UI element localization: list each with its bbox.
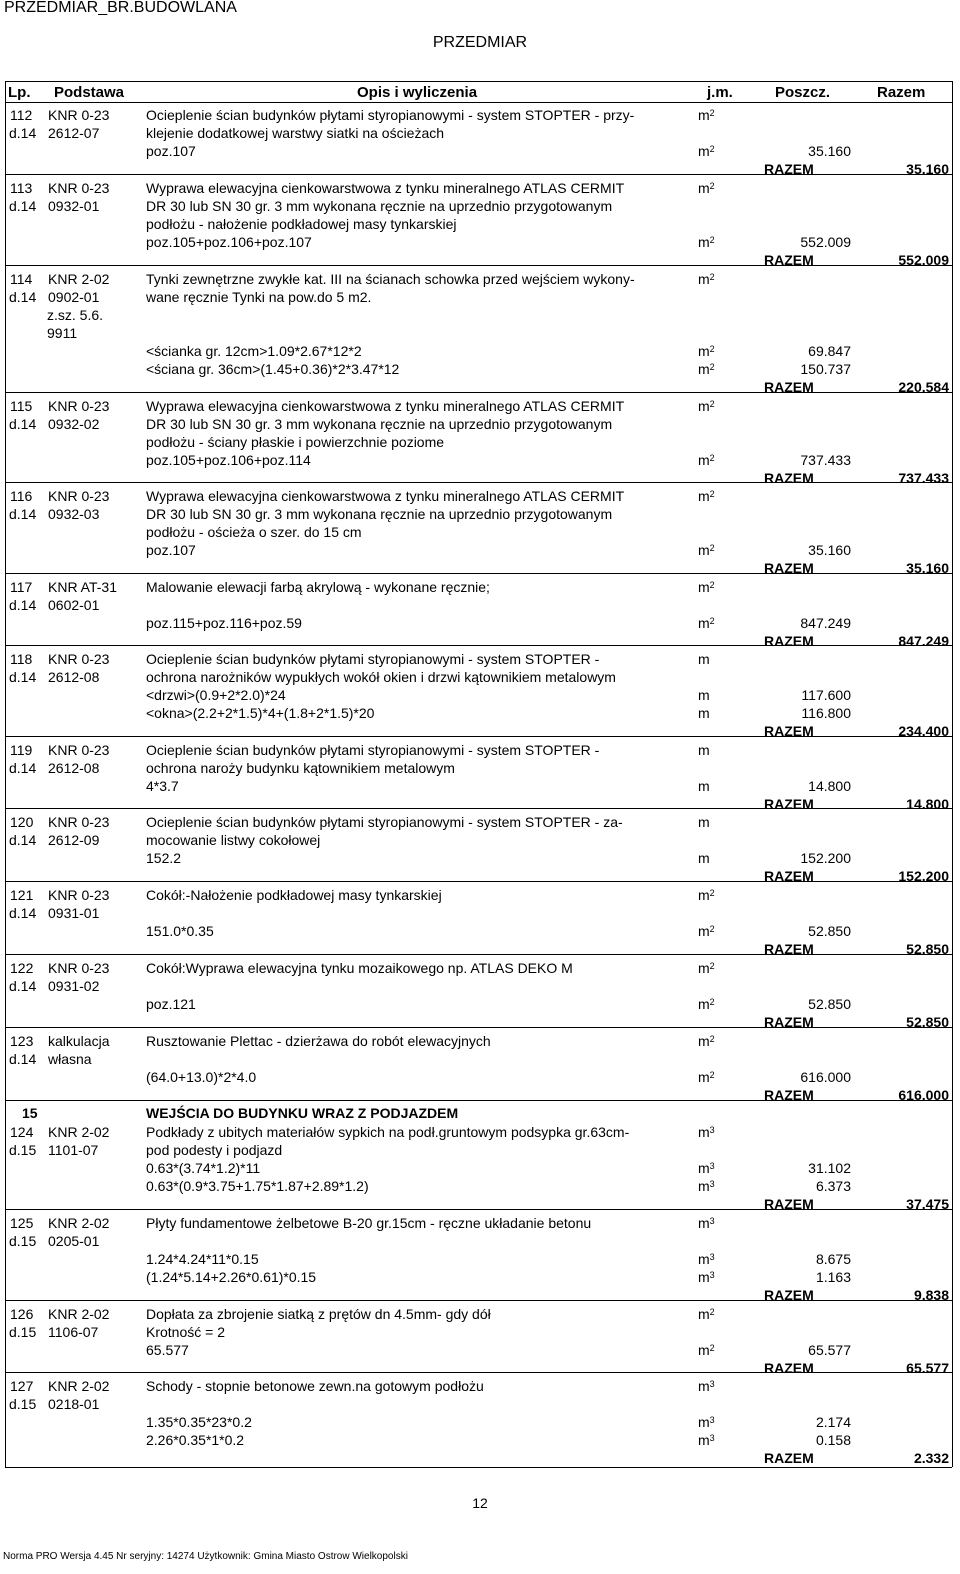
- item-basis: 1106-07: [48, 1324, 99, 1340]
- row-separator: [5, 954, 952, 955]
- item-basis: KNR 2-02: [48, 1215, 110, 1231]
- item-chapter: d.14: [9, 905, 37, 921]
- item-lp: 119: [10, 742, 33, 758]
- item-basis: 0931-02: [48, 978, 100, 994]
- item-chapter: d.14: [9, 978, 37, 994]
- razem-value: 14.800: [906, 796, 949, 812]
- razem-value: 152.200: [898, 868, 949, 884]
- item-unit: $m^2$: [698, 887, 715, 903]
- calc-unit: $m^3$: [698, 1178, 715, 1194]
- calc-expression: 2.26*0.35*1*0.2: [146, 1432, 245, 1448]
- razem-value: 2.332: [913, 1450, 949, 1466]
- item-chapter: d.14: [9, 289, 37, 305]
- item-basis: 0932-01: [48, 198, 100, 214]
- calc-value: 152.200: [800, 850, 851, 866]
- calc-value: 35.160: [808, 143, 851, 159]
- item-basis: KNR 2-02: [48, 1378, 110, 1394]
- razem-label: RAZEM: [764, 723, 814, 739]
- razem-label: RAZEM: [764, 1450, 814, 1466]
- item-lp: 114: [10, 271, 33, 287]
- item-chapter: d.14: [9, 416, 37, 432]
- razem-label: RAZEM: [764, 161, 814, 177]
- razem-label: RAZEM: [764, 379, 814, 395]
- item-unit: $m^2$: [698, 107, 715, 123]
- item-description: mocowanie listwy cokołowej: [146, 832, 321, 848]
- calc-value: 52.850: [808, 923, 851, 939]
- calc-value: 150.737: [800, 361, 851, 377]
- document-title: PRZEDMIAR: [432, 34, 528, 51]
- item-unit: m: [698, 651, 710, 667]
- razem-label: RAZEM: [764, 1360, 814, 1376]
- item-unit: $m^2$: [698, 488, 715, 504]
- calc-unit: $m^2$: [698, 452, 715, 468]
- razem-label: RAZEM: [764, 560, 814, 576]
- item-basis: własna: [48, 1051, 92, 1067]
- item-chapter: d.15: [9, 1142, 37, 1158]
- razem-value: 9.838: [913, 1287, 949, 1303]
- item-chapter: d.15: [9, 1233, 37, 1249]
- razem-label: RAZEM: [764, 470, 814, 486]
- razem-value: 52.850: [906, 1014, 949, 1030]
- item-description: pod podesty i podjazd: [146, 1142, 283, 1158]
- item-description: Schody - stopnie betonowe zewn.na gotowym podłożu: [146, 1378, 484, 1394]
- item-basis: 2612-07: [48, 125, 100, 141]
- razem-label: RAZEM: [764, 1087, 814, 1103]
- item-description: Malowanie elewacji farbą akrylową - wykonane ręcznie;: [146, 579, 490, 595]
- item-basis: 0902-01: [48, 289, 100, 305]
- row-separator: [5, 392, 952, 393]
- calc-value: 35.160: [808, 542, 851, 558]
- razem-value: 65.577: [906, 1360, 949, 1376]
- razem-value: 37.475: [906, 1196, 949, 1212]
- calc-expression: <drzwi>(0.9+2*2.0)*24: [146, 687, 286, 703]
- calc-expression: 152.2: [146, 850, 182, 866]
- item-basis: KNR 0-23: [48, 814, 110, 830]
- row-separator: [5, 1300, 952, 1301]
- item-chapter: d.14: [9, 125, 37, 141]
- item-lp: 118: [10, 651, 33, 667]
- item-basis: KNR 0-23: [48, 960, 110, 976]
- calc-unit: $m^3$: [698, 1251, 715, 1267]
- col-header-razem: Razem: [877, 84, 926, 101]
- calc-unit: $m^2$: [698, 923, 715, 939]
- item-chapter: d.15: [9, 1396, 37, 1412]
- calc-expression: poz.105+poz.106+poz.107: [146, 234, 312, 250]
- item-basis: KNR 0-23: [48, 742, 110, 758]
- item-description: Cokół:-Nałożenie podkładowej masy tynkarskiej: [146, 887, 442, 903]
- item-description: ochrona narożników wypukłych wokół okien i drzwi kątownikiem metalowym: [146, 669, 616, 685]
- item-lp: 124: [10, 1124, 34, 1140]
- item-chapter: d.14: [9, 597, 37, 613]
- item-basis: 0932-02: [48, 416, 100, 432]
- razem-label: RAZEM: [764, 1196, 814, 1212]
- razem-label: RAZEM: [764, 796, 814, 812]
- calc-unit: $m^2$: [698, 143, 715, 159]
- calc-value: 14.800: [808, 778, 851, 794]
- row-separator: [5, 645, 952, 646]
- row-separator: [5, 1100, 952, 1101]
- item-basis: kalkulacja: [48, 1033, 110, 1049]
- item-lp: 126: [10, 1306, 34, 1322]
- calc-unit: m: [698, 850, 710, 866]
- calc-value: 6.373: [815, 1178, 851, 1194]
- item-unit: $m^2$: [698, 960, 715, 976]
- item-chapter: d.14: [9, 669, 37, 685]
- calc-value: 117.600: [801, 687, 851, 703]
- calc-unit: m: [698, 705, 710, 721]
- calc-expression: 1.24*4.24*11*0.15: [146, 1251, 259, 1267]
- row-separator: [5, 174, 952, 175]
- razem-label: RAZEM: [764, 633, 814, 649]
- razem-label: RAZEM: [764, 1014, 814, 1030]
- col-header-podstawa: Podstawa: [54, 84, 125, 101]
- calc-unit: m: [698, 687, 710, 703]
- item-unit: $m^2$: [698, 180, 715, 196]
- razem-value: 234.400: [898, 723, 949, 739]
- razem-value: 737.433: [898, 470, 949, 486]
- item-description: Ocieplenie ścian budynków płytami styropianowymi - system STOPTER - przy-: [146, 107, 635, 123]
- calc-value: 31.102: [808, 1160, 851, 1176]
- calc-unit: $m^2$: [698, 1069, 715, 1085]
- razem-label: RAZEM: [764, 252, 814, 268]
- col-header-lp: Lp.: [8, 84, 31, 101]
- calc-value: 65.577: [808, 1342, 851, 1358]
- item-description: klejenie dodatkowej warstwy siatki na ościeżach: [146, 125, 445, 141]
- item-description: DR 30 lub SN 30 gr. 3 mm wykonana ręcznie na uprzednio przygotowanym: [146, 416, 613, 432]
- item-lp: 123: [10, 1033, 34, 1049]
- item-description: Dopłata za zbrojenie siatką z prętów dn 4.5mm- gdy dół: [146, 1306, 491, 1322]
- item-lp: 112: [10, 107, 33, 123]
- item-basis: KNR 2-02: [48, 271, 110, 287]
- item-lp: 120: [10, 814, 34, 830]
- razem-value: 35.160: [906, 560, 949, 576]
- razem-label: RAZEM: [764, 868, 814, 884]
- calc-value: 847.249: [800, 615, 851, 631]
- razem-value: 52.850: [906, 941, 949, 957]
- calc-value: 69.847: [808, 343, 851, 359]
- calc-expression: 0.63*(3.74*1.2)*11: [146, 1160, 261, 1176]
- col-header-poszcz: Poszcz.: [775, 84, 831, 101]
- item-chapter: d.14: [9, 506, 37, 522]
- calc-unit: $m^3$: [698, 1269, 715, 1285]
- item-description: podłożu - ościeża o szer. do 15 cm: [146, 524, 362, 540]
- calc-value: 552.009: [800, 234, 851, 250]
- calc-expression: <okna>(2.2+2*1.5)*4+(1.8+2*1.5)*20: [146, 705, 375, 721]
- item-description: Krotność = 2: [146, 1324, 225, 1340]
- calc-unit: $m^3$: [698, 1432, 715, 1448]
- calc-expression: 151.0*0.35: [146, 923, 214, 939]
- item-basis: 1101-07: [48, 1142, 99, 1158]
- calc-value: 737.433: [800, 452, 851, 468]
- item-basis: 0218-01: [48, 1396, 100, 1412]
- item-basis: 2612-08: [48, 669, 100, 685]
- calc-unit: $m^2$: [698, 615, 715, 631]
- item-unit: $m^3$: [698, 1215, 715, 1231]
- calc-expression: 0.63*(0.9*3.75+1.75*1.87+2.89*1.2): [146, 1178, 369, 1194]
- item-unit: m: [698, 814, 710, 830]
- item-chapter: d.14: [9, 832, 37, 848]
- item-description: DR 30 lub SN 30 gr. 3 mm wykonana ręcznie na uprzednio przygotowanym: [146, 198, 613, 214]
- razem-value: 35.160: [906, 161, 949, 177]
- item-basis: 2612-08: [48, 760, 100, 776]
- item-basis: KNR 0-23: [48, 488, 110, 504]
- item-unit: $m^3$: [698, 1378, 715, 1394]
- page-number: 12: [472, 1495, 488, 1511]
- item-description: Podkłady z ubitych materiałów sypkich na podł.gruntowym podsypka gr.63cm-: [146, 1124, 630, 1140]
- item-basis: KNR 0-23: [48, 398, 110, 414]
- item-lp: 116: [10, 488, 33, 504]
- row-separator: [5, 1209, 952, 1210]
- item-basis: 0205-01: [48, 1233, 100, 1249]
- item-lp: 117: [10, 579, 33, 595]
- item-basis: 0932-03: [48, 506, 100, 522]
- calc-expression: 4*3.7: [146, 778, 179, 794]
- calc-value: 8.675: [815, 1251, 851, 1267]
- calc-unit: $m^3$: [698, 1414, 715, 1430]
- row-separator: [5, 265, 952, 266]
- item-basis: KNR 0-23: [48, 107, 110, 123]
- calc-unit: $m^2$: [698, 542, 715, 558]
- document-header: PRZEDMIAR_BR.BUDOWLANA: [4, 0, 237, 16]
- row-separator: [5, 482, 952, 483]
- row-separator: [5, 1027, 952, 1028]
- item-basis: KNR AT-31: [48, 579, 117, 595]
- item-chapter: d.14: [9, 1051, 37, 1067]
- calc-unit: $m^2$: [698, 361, 715, 377]
- item-description: Ocieplenie ścian budynków płytami styropianowymi - system STOPTER -: [146, 651, 600, 667]
- section-number: 15: [22, 1105, 38, 1121]
- calc-value: 1.163: [815, 1269, 851, 1285]
- item-description: Płyty fundamentowe żelbetowe B-20 gr.15cm - ręczne układanie betonu: [146, 1215, 592, 1231]
- item-lp: 121: [10, 887, 34, 903]
- row-separator: [5, 808, 952, 809]
- calc-value: 616.000: [800, 1069, 851, 1085]
- item-unit: $m^2$: [698, 1033, 715, 1049]
- calc-unit: $m^2$: [698, 996, 715, 1012]
- item-lp: 125: [10, 1215, 34, 1231]
- item-unit: $m^2$: [698, 398, 715, 414]
- calc-unit: $m^2$: [698, 234, 715, 250]
- calc-expression: 1.35*0.35*23*0.2: [146, 1414, 252, 1430]
- razem-label: RAZEM: [764, 941, 814, 957]
- razem-value: 847.249: [898, 633, 949, 649]
- item-basis: 9911: [47, 325, 78, 341]
- item-lp: 113: [10, 180, 33, 196]
- row-separator: [5, 881, 952, 882]
- item-chapter: d.14: [9, 198, 37, 214]
- calc-value: 52.850: [808, 996, 851, 1012]
- calc-expression: <ścianka gr. 12cm>1.09*2.67*12*2: [146, 343, 362, 359]
- item-basis: KNR 2-02: [48, 1124, 110, 1140]
- row-separator: [5, 573, 952, 574]
- calc-expression: poz.121: [146, 996, 196, 1012]
- item-description: wane ręcznie Tynki na pow.do 5 m2.: [146, 289, 372, 305]
- item-unit: $m^2$: [698, 271, 715, 287]
- calc-expression: (1.24*5.14+2.26*0.61)*0.15: [146, 1269, 317, 1285]
- item-basis: 0602-01: [48, 597, 100, 613]
- calc-expression: poz.105+poz.106+poz.114: [146, 452, 311, 468]
- item-description: Ocieplenie ścian budynków płytami styropianowymi - system STOPTER -: [146, 742, 600, 758]
- item-description: Wyprawa elewacyjna cienkowarstwowa z tynku mineralnego ATLAS CERMIT: [146, 488, 625, 504]
- razem-value: 220.584: [898, 379, 949, 395]
- calc-unit: $m^2$: [698, 343, 715, 359]
- item-basis: z.sz. 5.6.: [47, 307, 104, 323]
- item-description: Rusztowanie Plettac - dzierżawa do robót elewacyjnych: [146, 1033, 491, 1049]
- item-description: Cokół:Wyprawa elewacyjna tynku mozaikowego np. ATLAS DEKO M: [146, 960, 573, 976]
- item-basis: 0931-01: [48, 905, 100, 921]
- col-header-opis: Opis i wyliczenia: [357, 84, 478, 101]
- razem-value: 616.000: [898, 1087, 949, 1103]
- item-description: podłożu - ściany płaskie i powierzchnie poziome: [146, 434, 445, 450]
- row-separator: [5, 1372, 952, 1373]
- calc-expression: <ściana gr. 36cm>(1.45+0.36)*2*3.47*12: [146, 361, 400, 377]
- item-basis: 2612-09: [48, 832, 100, 848]
- item-basis: KNR 0-23: [48, 651, 110, 667]
- calc-expression: (64.0+13.0)*2*4.0: [146, 1069, 257, 1085]
- item-basis: KNR 2-02: [48, 1306, 110, 1322]
- item-description: Tynki zewnętrzne zwykłe kat. III na ścianach schowka przed wejściem wykony-: [146, 271, 635, 287]
- item-description: podłożu - nałożenie podkładowej masy tynkarskiej: [146, 216, 457, 232]
- col-header-jm: j.m.: [707, 84, 733, 101]
- software-footer: Norma PRO Wersja 4.45 Nr seryjny: 14274 Użytkownik: Gmina Miasto Ostrow Wielkopolski: [3, 1551, 408, 1562]
- item-unit: m: [698, 742, 710, 758]
- item-lp: 122: [10, 960, 34, 976]
- section-title: WEJŚCIA DO BUDYNKU WRAZ Z PODJAZDEM: [146, 1105, 459, 1121]
- item-description: Ocieplenie ścian budynków płytami styropianowymi - system STOPTER - za-: [146, 814, 623, 830]
- calc-expression: poz.115+poz.116+poz.59: [146, 615, 302, 631]
- calc-unit: m: [698, 778, 710, 794]
- item-chapter: d.15: [9, 1324, 37, 1340]
- row-separator: [5, 736, 952, 737]
- item-description: ochrona naroży budynku kątownikiem metalowym: [146, 760, 455, 776]
- calc-unit: $m^3$: [698, 1160, 715, 1176]
- item-description: Wyprawa elewacyjna cienkowarstwowa z tynku mineralnego ATLAS CERMIT: [146, 180, 625, 196]
- item-description: DR 30 lub SN 30 gr. 3 mm wykonana ręcznie na uprzednio przygotowanym: [146, 506, 613, 522]
- item-lp: 115: [10, 398, 33, 414]
- razem-label: RAZEM: [764, 1287, 814, 1303]
- item-unit: $m^2$: [698, 579, 715, 595]
- item-description: Wyprawa elewacyjna cienkowarstwowa z tynku mineralnego ATLAS CERMIT: [146, 398, 625, 414]
- item-unit: $m^3$: [698, 1124, 715, 1140]
- razem-value: 552.009: [898, 252, 949, 268]
- item-basis: KNR 0-23: [48, 180, 110, 196]
- calc-value: 0.158: [815, 1432, 851, 1448]
- item-lp: 127: [10, 1378, 34, 1394]
- calc-value: 116.800: [801, 705, 851, 721]
- calc-value: 2.174: [815, 1414, 851, 1430]
- calc-expression: poz.107: [146, 143, 196, 159]
- calc-expression: 65.577: [146, 1342, 189, 1358]
- item-chapter: d.14: [9, 760, 37, 776]
- calc-unit: $m^2$: [698, 1342, 715, 1358]
- item-basis: KNR 0-23: [48, 887, 110, 903]
- item-unit: $m^2$: [698, 1306, 715, 1322]
- calc-expression: poz.107: [146, 542, 196, 558]
